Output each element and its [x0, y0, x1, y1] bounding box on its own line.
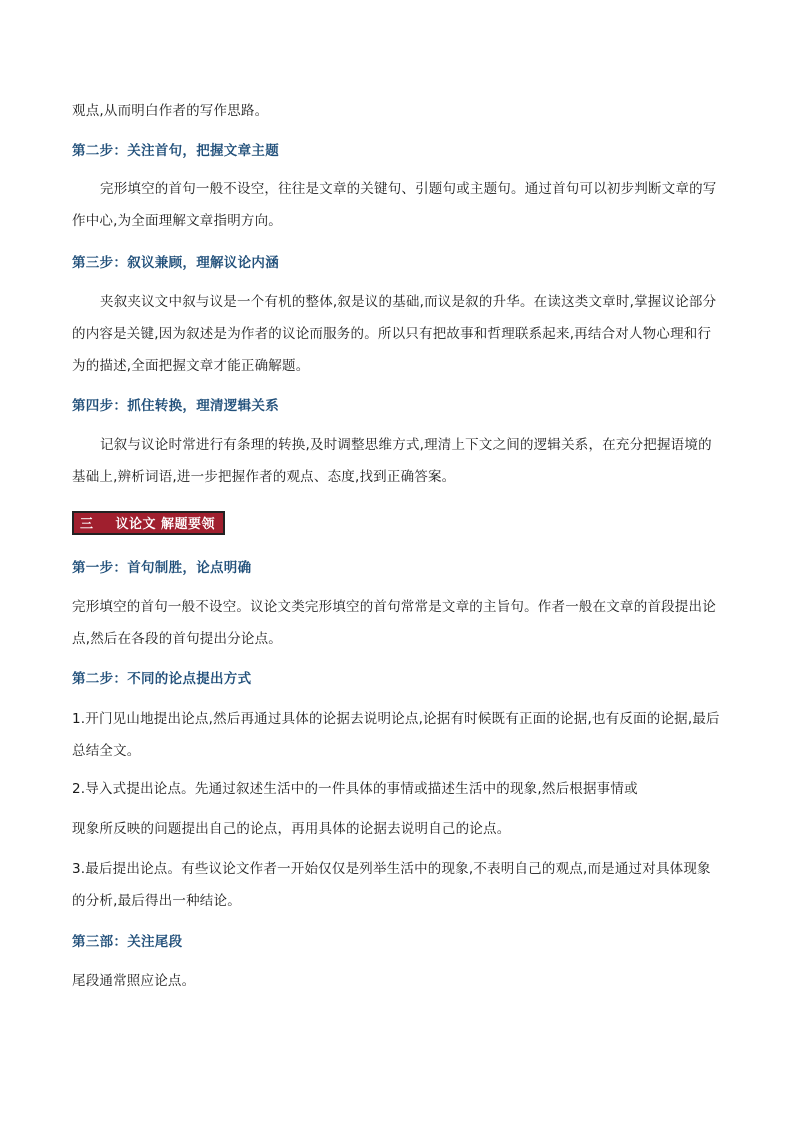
paragraph-method-2-line-2: 现象所反映的问题提出自己的论点，再用具体的论据去说明自己的论点。 [72, 821, 511, 837]
section-banner-argumentative-essay [72, 511, 225, 535]
paragraph-continuation: 观点,从而明白作者的写作思路。 [72, 103, 269, 119]
section-title: 议论文 解题要领 [115, 517, 216, 532]
paragraph-narration-argument: 夹叙夹议文中叙与议是一个有机的整体,叙是议的基础,而议是叙的升华。在读这类文章时,掌握议论部分的内容是关键,因为叙述是为作者的议论而服务的。所以只有把故事和哲理联系起来,再结合对人物心理和行为的描述,全面把握文章才能正确解题。 [72, 294, 717, 374]
heading-step-3-final-paragraph: 第三部：关注尾段 [72, 934, 183, 950]
heading-step-4-transitions: 第四步：抓住转换，理清逻辑关系 [72, 398, 279, 414]
heading-step-3-narration-argument: 第三步：叙议兼顾，理解议论内涵 [72, 255, 279, 271]
paragraph-final: 尾段通常照应论点。 [72, 973, 196, 989]
section-number: 三 [80, 517, 94, 532]
paragraph-method-2-line-1: 2.导入式提出论点。先通过叙述生活中的一件具体的事情或描述生活中的现象,然后根据事情或 [72, 781, 638, 797]
paragraph-method-1: 1.开门见山地提出论点,然后再通过具体的论据去说明论点,论据有时候既有正面的论据,也有反面的论据,最后总结全文。 [72, 711, 720, 759]
heading-step-1-thesis: 第一步：首句制胜，论点明确 [72, 560, 252, 576]
paragraph-method-3: 3.最后提出论点。有些议论文作者一开始仅仅是列举生活中的现象,不表明自己的观点,而是通过对具体现象的分析,最后得出一种结论。 [72, 861, 711, 909]
paragraph-first-sentence: 完形填空的首句一般不设空，往往是文章的关键句、引题句或主题句。通过首句可以初步判断文章的写作中心,为全面理解文章指明方向。 [72, 181, 717, 229]
heading-step-2-topic-sentence: 第二步：关注首句，把握文章主题 [72, 143, 279, 159]
paragraph-transitions: 记叙与议论时常进行有条理的转换,及时调整思维方式,理清上下文之间的逻辑关系，在充分把握语境的基础上,辨析词语,进一步把握作者的观点、态度,找到正确答案。 [72, 437, 712, 485]
heading-step-2-thesis-methods: 第二步：不同的论点提出方式 [72, 671, 252, 687]
paragraph-thesis: 完形填空的首句一般不设空。议论文类完形填空的首句常常是文章的主旨句。作者一般在文章的首段提出论点,然后在各段的首句提出分论点。 [72, 599, 716, 647]
